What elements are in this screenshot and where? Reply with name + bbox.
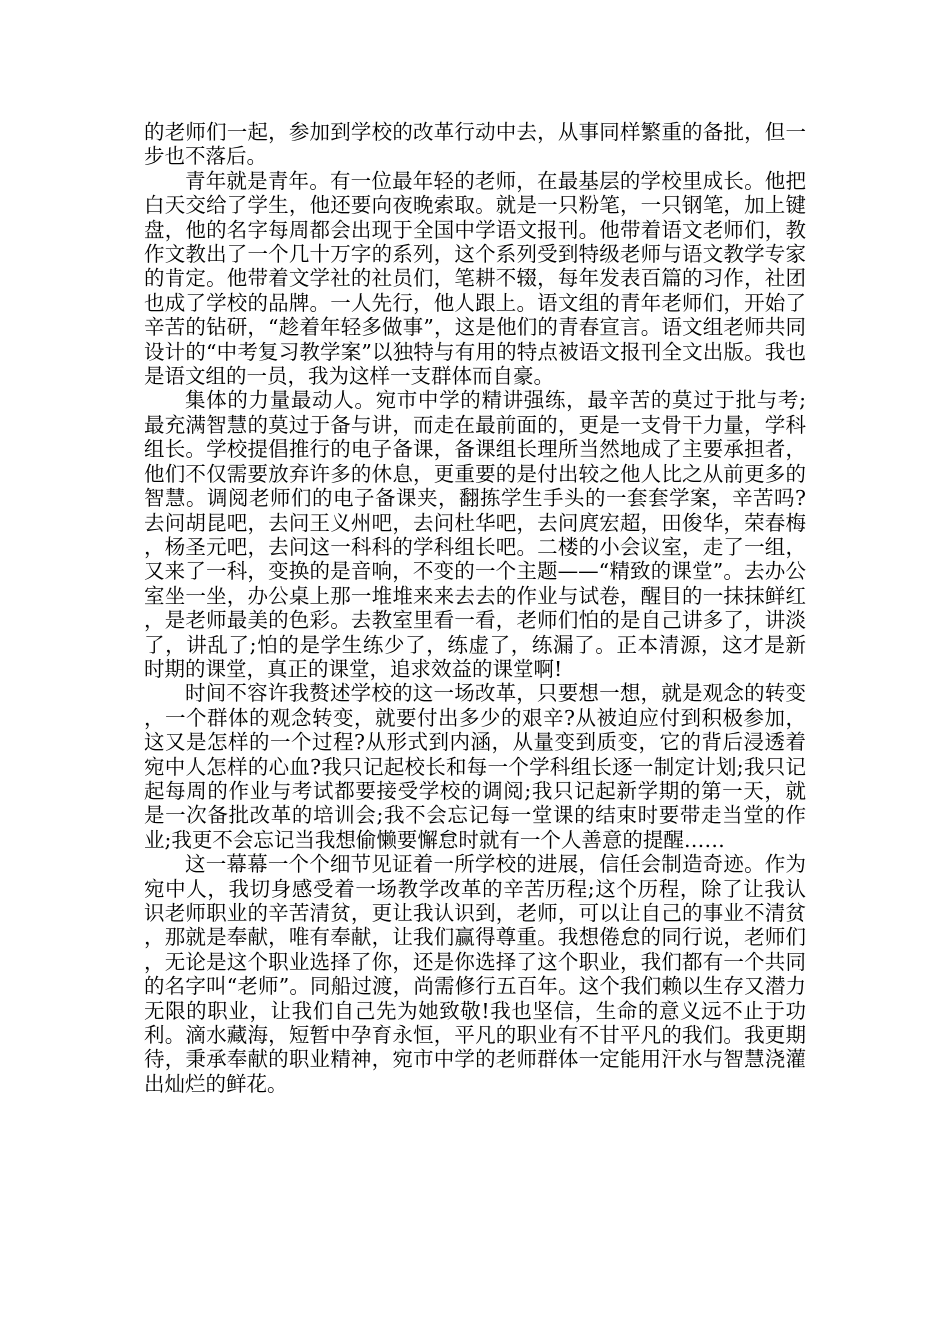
paragraph-conclusion: 这一幕幕一个个细节见证着一所学校的进展，信任会制造奇迹。作为宛中人，我切身感受着一场教学改革的辛苦历程;这个历程，除了让我认识老师职业的辛苦清贫，更让我认识到，老师，可以让自己的事业不清贫，那就是奉献，唯有奉献，让我们赢得尊重。我想倦怠的同行说，老师们，无论是这个职业选择了你，还是你选择了这个职业，我们都有一个共同的名字叫“老师”。同船过渡，尚需修行五百年。这个我们赖以生存又潜力无限的职业，让我们自己先为她致敬!我也坚信，生命的意义远不止于功利。滴水藏海，短暂中孕育永恒，平凡的职业有不甘平凡的我们。我更期待，秉承奉献的职业精神，宛市中学的老师群体一定能用汗水与智慧浇灌出灿烂的鲜花。 [144, 852, 806, 1096]
paragraph-reform-process: 时间不容许我赘述学校的这一场改革，只要想一想，就是观念的转变，一个群体的观念转变，就要付出多少的艰辛?从被迫应付到积极参加，这又是怎样的一个过程?从形式到内涵，从量变到质变，它的背后浸透着宛中人怎样的心血?我只记起校长和每一个学科组长逐一制定计划;我只记起每周的作业与考试都要接受学校的调阅;我只记起新学期的第一天，就是一次备批改革的培训会;我不会忘记每一堂课的结束时要带走当堂的作业;我更不会忘记当我想偷懒要懈怠时就有一个人善意的提醒…… [144, 681, 806, 852]
paragraph-continuation: 的老师们一起，参加到学校的改革行动中去，从事同样繁重的备批，但一步也不落后。 [144, 120, 806, 169]
paragraph-young-teacher: 青年就是青年。有一位最年轻的老师，在最基层的学校里成长。他把白天交给了学生，他还要向夜晚索取。就是一只粉笔，一只钢笔，加上键盘，他的名字每周都会出现于全国中学语文报刊。他带着语文老师们，教作文教出了一个几十万字的系列，这个系列受到特级老师与语文教学专家的肯定。他带着文学社的社员们，笔耕不辍，每年发表百篇的习作，社团也成了学校的品牌。一人先行，他人跟上。语文组的青年老师们，开始了辛苦的钻研，“趁着年轻多做事”，这是他们的青春宣言。语文组老师共同设计的“中考复习教学案”以独特与有用的特点被语文报刊全文出版。我也是语文组的一员，我为这样一支群体而自豪。 [144, 168, 806, 389]
paragraph-collective-strength: 集体的力量最动人。宛市中学的精讲强练，最辛苦的莫过于批与考;最充满智慧的莫过于备与讲，而走在最前面的，更是一支骨干力量，学科组长。学校提倡推行的电子备课，备课组长理所当然地成了主要承担者，他们不仅需要放弃许多的休息，更重要的是付出较之他人比之从前更多的智慧。调阅老师们的电子备课夹，翻拣学生手头的一套套学案，辛苦吗?去问胡昆吧，去问王义州吧，去问杜华吧，去问庹宏超，田俊华，荣春梅，杨圣元吧，去问这一科科的学科组长吧。二楼的小会议室，走了一组，又来了一科，变换的是音响，不变的一个主题——“精致的课堂”。去办公室坐一坐，办公桌上那一堆堆来来去去的作业与试卷，醒目的一抹抹鲜红，是老师最美的色彩。去教室里看一看，老师们怕的是自己讲多了，讲淡了，讲乱了;怕的是学生练少了，练虚了，练漏了。正本清源，这才是新时期的课堂，真正的课堂，追求效益的课堂啊! [144, 388, 806, 681]
document-body [144, 120, 806, 1096]
